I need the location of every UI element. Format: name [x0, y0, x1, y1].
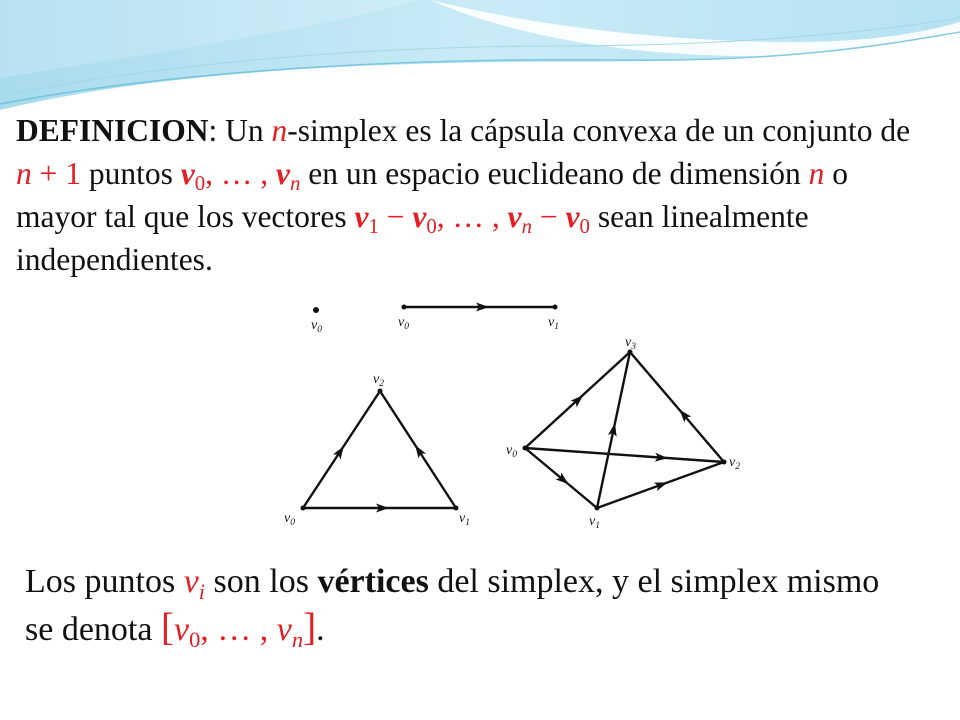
vertex-label-v1 — [548, 315, 559, 332]
math-subscript: 0 — [189, 626, 201, 652]
zero-simplex — [311, 307, 322, 335]
math-operator: + 1 — [31, 156, 82, 191]
vertex-dot — [313, 307, 319, 313]
text-run: mayor tal que los vectores — [16, 199, 355, 234]
math-variable: v — [276, 611, 292, 648]
vertex-label-v0 — [284, 511, 295, 528]
statement-line — [25, 558, 879, 606]
text-run: sean linealmente — [589, 199, 809, 234]
edge-v2-v3 — [630, 352, 724, 462]
vertex-dot — [595, 506, 600, 511]
math-operator: − — [532, 199, 566, 234]
simplex-diagram — [265, 296, 790, 546]
statement-line — [25, 606, 879, 654]
vertex-label-v1 — [589, 514, 600, 531]
top-wave-banner — [0, 0, 960, 120]
label-subscript: 0 — [512, 450, 517, 460]
definition-line — [16, 109, 910, 152]
definition-line — [16, 195, 910, 238]
label-letter: v — [284, 511, 291, 526]
label-subscript: 1 — [465, 518, 470, 528]
math-variable: v — [507, 199, 522, 234]
vertex-label-v0 — [506, 443, 517, 460]
text-run: . — [316, 611, 325, 648]
math-subscript: n — [521, 215, 533, 239]
label-letter: v — [729, 455, 736, 470]
vertex-label-v0 — [398, 315, 409, 332]
one-simplex — [398, 303, 559, 333]
math-variable: n — [16, 156, 32, 191]
math-subscript: n — [290, 172, 301, 196]
math-subscript: 0 — [426, 215, 437, 239]
arrowhead — [654, 478, 669, 491]
label-subscript: 0 — [317, 325, 322, 335]
math-operator: , … , — [436, 199, 508, 234]
statement-block — [25, 558, 879, 654]
label-letter: v — [589, 514, 596, 529]
definition-line — [16, 238, 910, 281]
math-variable: v — [412, 199, 427, 234]
three-simplex — [506, 335, 740, 531]
math-operator: , … , — [205, 156, 277, 191]
vertex-dot — [378, 389, 383, 394]
math-bracket-close: ] — [303, 606, 317, 649]
text-run: del simplex, y el simplex mismo — [428, 563, 880, 600]
vertex-dot — [722, 460, 727, 465]
emphasis-term: vértices — [317, 563, 429, 600]
math-subscript: n — [291, 626, 304, 652]
text-run: Los puntos — [25, 563, 184, 600]
label-letter: v — [459, 511, 466, 526]
vertex-label-v0 — [311, 318, 322, 335]
text-run: son los — [205, 563, 318, 600]
edge-v0-v2 — [525, 448, 724, 462]
vertex-label-v3 — [625, 335, 636, 352]
vertex-dot — [523, 446, 528, 451]
vertex-label-v2 — [373, 372, 384, 389]
label-letter: v — [625, 335, 632, 350]
math-bracket-open: [ — [160, 606, 174, 649]
vertex-dot — [402, 305, 407, 310]
label-letter: v — [548, 315, 555, 330]
label-letter: v — [311, 318, 318, 333]
math-operator: , … , — [200, 611, 277, 648]
definition-block — [16, 109, 910, 281]
math-variable: v — [173, 611, 190, 648]
math-variable: n — [808, 156, 825, 191]
vertex-dot — [301, 506, 306, 511]
definition-line — [16, 152, 910, 195]
math-subscript: 1 — [368, 215, 379, 239]
text-run: o — [824, 156, 848, 191]
arrowhead — [411, 443, 426, 459]
label-subscript: 2 — [379, 379, 384, 389]
math-variable: v — [180, 156, 195, 191]
label-subscript: 0 — [290, 518, 295, 528]
two-simplex — [284, 372, 470, 528]
math-variable: v — [276, 156, 291, 191]
definition-term: DEFINICION — [16, 113, 209, 148]
text-run: puntos — [81, 156, 181, 191]
math-subscript: 0 — [194, 172, 206, 196]
label-letter: v — [398, 315, 405, 330]
math-operator: − — [378, 199, 413, 234]
math-variable: v — [354, 199, 369, 234]
label-subscript: 1 — [554, 322, 559, 332]
math-subscript: 0 — [579, 215, 590, 239]
math-variable: v — [565, 199, 580, 234]
label-letter: v — [373, 372, 380, 387]
text-run: se denota — [25, 611, 161, 648]
text-run: -simplex es la cápsula convexa de un conjunto de — [287, 113, 911, 148]
vertex-dot — [454, 506, 459, 511]
vertex-dot — [553, 305, 558, 310]
text-run: independientes. — [16, 242, 213, 277]
vertex-label-v2 — [729, 455, 740, 472]
math-variable: n — [271, 113, 288, 148]
vertex-label-v1 — [459, 511, 470, 528]
text-run: : Un — [208, 113, 272, 148]
label-subscript: 1 — [595, 521, 600, 531]
label-subscript: 3 — [631, 342, 636, 352]
label-subscript: 0 — [404, 322, 409, 332]
math-variable: v — [183, 563, 199, 600]
math-subscript: i — [198, 578, 206, 604]
label-subscript: 2 — [735, 462, 740, 472]
text-run: en un espacio euclideano de dimensión — [300, 156, 809, 191]
label-letter: v — [506, 443, 513, 458]
